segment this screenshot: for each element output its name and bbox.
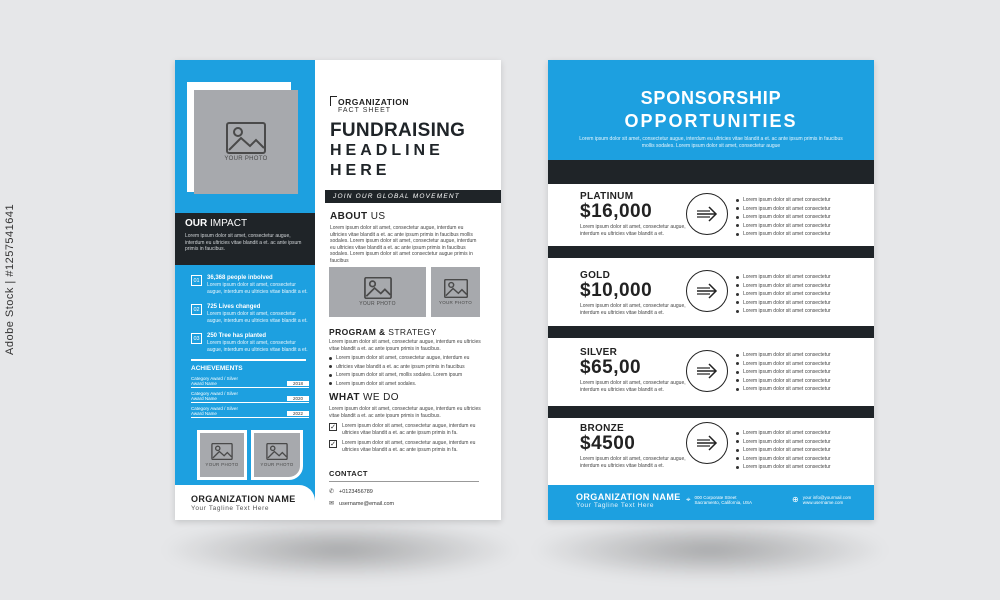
address-line2: Sacramento, California, USA bbox=[694, 500, 753, 505]
about-photo-placeholder bbox=[329, 267, 426, 317]
tier-price: $10,000 bbox=[580, 280, 653, 301]
tier-bullet bbox=[736, 464, 860, 471]
program-title: PROGRAM & STRATEGY bbox=[329, 327, 437, 337]
left-page-shadow bbox=[160, 520, 520, 580]
contact-phone-row bbox=[329, 488, 479, 495]
photo-label: YOUR PHOTO bbox=[359, 301, 396, 307]
bullet-dot bbox=[736, 233, 739, 236]
bullet-dot bbox=[329, 357, 332, 360]
arrow-circle-icon[interactable] bbox=[686, 270, 728, 312]
globe-icon: ⊕ bbox=[792, 495, 799, 504]
photo-label: YOUR PHOTO bbox=[438, 300, 473, 305]
achievement-year: 2020 bbox=[287, 396, 309, 401]
bullet-dot bbox=[736, 457, 739, 460]
bullet-dot bbox=[736, 362, 739, 365]
bullet-dot bbox=[736, 310, 739, 313]
bullet-text: Lorem ipsum dolor sit amet consectetur bbox=[743, 430, 831, 436]
tier-bullets bbox=[736, 352, 860, 395]
stat-title: 36,368 people inbolved bbox=[207, 275, 273, 281]
corner-mark bbox=[330, 96, 337, 106]
separator-bar bbox=[548, 326, 874, 338]
check-text: Lorem ipsum dolor sit amet, consectetur augue, interdum eu ultricies vitae blandit a et. ac ante ipsum primis in fa. bbox=[342, 440, 476, 453]
photo-label: YOUR PHOTO bbox=[224, 156, 268, 162]
what-section bbox=[329, 392, 481, 453]
join-banner: JOIN OUR GLOBAL MOVEMENT bbox=[325, 190, 501, 203]
arrow-circle-icon[interactable] bbox=[686, 193, 728, 235]
tier-bullet bbox=[736, 214, 860, 221]
arrow-right-icon bbox=[695, 363, 719, 379]
stat-number: 03 bbox=[191, 333, 202, 344]
stat-item bbox=[191, 275, 309, 295]
bullet-text: Lorem ipsum dolor sit amet consectetur bbox=[743, 308, 831, 314]
stats-list bbox=[191, 275, 309, 353]
stat-item bbox=[191, 333, 309, 353]
program-text: Lorem ipsum dolor sit amet, consectetur augue, interdum eu ultricies vitae blandit a et. ac ante ipsum primis in faucibus. bbox=[329, 339, 481, 352]
bullet-dot bbox=[736, 276, 739, 279]
stat-title: 725 Lives changed bbox=[207, 304, 261, 310]
tier-silver bbox=[580, 347, 690, 393]
fact-sheet-label: FACT SHEET bbox=[338, 107, 392, 114]
headline-line1: FUNDRAISING bbox=[330, 120, 466, 141]
image-icon bbox=[266, 443, 288, 460]
tier-bullet bbox=[736, 378, 860, 385]
org-tagline: Your Tagline Text Here bbox=[191, 505, 270, 512]
tier-bullets bbox=[736, 274, 860, 317]
sponsorship-title-line1: SPONSORSHIP bbox=[640, 88, 782, 108]
bullet-text: Lorem ipsum dolor sit amet consectetur bbox=[743, 455, 831, 462]
photo-label: YOUR PHOTO bbox=[205, 462, 239, 467]
tier-bullets bbox=[736, 430, 860, 473]
bullet-text: Lorem ipsum dolor sit amet, mollis sodales. Lorem ipsum bbox=[336, 372, 463, 378]
tier-gold bbox=[580, 270, 690, 316]
impact-text: Lorem ipsum dolor sit amet, consectetur augue, interdum eu ultricies vitae blandit a et. ac ante ipsum primis in faucibus. bbox=[185, 233, 302, 252]
tier-name: PLATINUM bbox=[580, 191, 634, 202]
bullet-text: Lorem ipsum dolor sit amet consectetur bbox=[743, 360, 831, 367]
what-check-item bbox=[329, 423, 481, 436]
achievement-year: 2018 bbox=[287, 381, 309, 386]
arrow-circle-icon[interactable] bbox=[686, 422, 728, 464]
about-title: ABOUT US bbox=[330, 211, 386, 222]
achievement-name: Award Name bbox=[191, 381, 217, 386]
bullet-text: Lorem ipsum dolor sit amet consectetur bbox=[743, 282, 831, 289]
stat-text: Lorem ipsum dolor sit amet, consectetur augue, interdum eu ultricies vitae blandit a et. bbox=[207, 282, 308, 295]
tier-platinum bbox=[580, 191, 690, 237]
achievement-category: Category Award / Silver bbox=[191, 391, 238, 396]
about-section bbox=[330, 211, 480, 264]
tier-desc: Lorem ipsum dolor sit amet, consectetur augue, interdum eu ultricies vitae blandit a et. bbox=[580, 380, 686, 393]
header-labels bbox=[338, 97, 409, 114]
bullet-dot bbox=[736, 199, 739, 202]
right-page-shadow bbox=[530, 520, 890, 580]
bullet-text: Lorem ipsum dolor sit amet consectetur bbox=[743, 377, 831, 384]
bullet-text: Lorem ipsum dolor sit amet consectetur bbox=[743, 291, 831, 297]
stat-number: 02 bbox=[191, 304, 202, 315]
stat-item bbox=[191, 304, 309, 324]
separator-bar bbox=[548, 246, 874, 258]
bullet-dot bbox=[736, 449, 739, 452]
tier-bullet bbox=[736, 283, 860, 290]
stat-title: 250 Tree has planted bbox=[207, 333, 267, 339]
small-photo-placeholder bbox=[197, 430, 247, 480]
phone-icon: ✆ bbox=[329, 489, 335, 495]
tier-name: GOLD bbox=[580, 270, 611, 281]
headline-line2: HEADLINE bbox=[330, 142, 444, 159]
org-tagline: Your Tagline Text Here bbox=[576, 502, 655, 509]
arrow-right-icon bbox=[695, 283, 719, 299]
achievement-year: 2022 bbox=[287, 411, 309, 416]
bullet-text: ultricies vitae blandit a et. ac ante ipsum primis in faucibus bbox=[336, 363, 465, 370]
footer-email[interactable]: your info@yourmail.com bbox=[802, 495, 852, 500]
achievement-category: Category Award / Silver bbox=[191, 376, 238, 381]
tier-price: $4500 bbox=[580, 433, 636, 454]
contact-email: username@email.com bbox=[339, 500, 395, 507]
sponsorship-page bbox=[548, 60, 874, 520]
image-icon bbox=[211, 443, 233, 460]
program-section bbox=[329, 327, 481, 389]
tier-bullet bbox=[736, 231, 860, 238]
tier-bullet bbox=[736, 439, 860, 446]
bullet-dot bbox=[736, 379, 739, 382]
bullet-text: Lorem ipsum dolor sit amet consectetur bbox=[743, 205, 831, 212]
achievement-row bbox=[191, 406, 309, 418]
arrow-right-icon bbox=[695, 435, 719, 451]
org-name: ORGANIZATION NAME bbox=[576, 492, 681, 502]
bullet-text: Lorem ipsum dolor sit amet consectetur bbox=[743, 438, 831, 445]
tier-bullets bbox=[736, 197, 860, 240]
stat-text: Lorem ipsum dolor sit amet, consectetur augue, interdum eu ultricies vitae blandit a et. bbox=[207, 311, 308, 324]
stock-id-text: Adobe Stock | #1257541641 bbox=[4, 203, 16, 355]
achievement-row bbox=[191, 391, 309, 403]
bullet-dot bbox=[736, 466, 739, 469]
achievement-row bbox=[191, 376, 309, 388]
bullet-text: Lorem ipsum dolor sit amet consectetur bbox=[743, 299, 831, 306]
bullet-dot bbox=[736, 301, 739, 304]
tier-bullet bbox=[736, 291, 860, 298]
image-icon bbox=[364, 277, 392, 299]
impact-title: OUR IMPACT bbox=[185, 218, 248, 229]
bullet-dot bbox=[329, 365, 332, 368]
check-text: Lorem ipsum dolor sit amet, consectetur augue, interdum eu ultricies vitae blandit a et. ac ante ipsum primis in fa. bbox=[342, 423, 476, 436]
tier-bullet bbox=[736, 300, 860, 307]
bullet-text: Lorem ipsum dolor sit amet consectetur bbox=[743, 386, 831, 392]
contact-section bbox=[329, 469, 479, 507]
stat-text: Lorem ipsum dolor sit amet, consectetur augue, interdum eu ultricies vitae blandit a et. bbox=[207, 340, 308, 353]
bullet-text: Lorem ipsum dolor sit amet consectetur bbox=[743, 352, 831, 358]
tier-bullet bbox=[736, 308, 860, 315]
contact-title: CONTACT bbox=[329, 469, 479, 482]
bullet-dot bbox=[736, 224, 739, 227]
bullet-dot bbox=[736, 216, 739, 219]
tier-bullet bbox=[736, 456, 860, 463]
bullet-text: Lorem ipsum dolor sit amet, consectetur augue, interdum eu bbox=[336, 355, 470, 361]
tier-bullet bbox=[736, 369, 860, 376]
bullet-dot bbox=[736, 354, 739, 357]
what-title: WHAT WE DO bbox=[329, 392, 399, 403]
main-photo-placeholder bbox=[194, 90, 298, 194]
achievement-name: Award Name bbox=[191, 396, 217, 401]
bullet-text: Lorem ipsum dolor sit amet consectetur bbox=[743, 274, 831, 280]
headline bbox=[330, 120, 465, 181]
sponsorship-header bbox=[548, 60, 874, 160]
contact-email-row bbox=[329, 500, 479, 507]
separator-bar bbox=[548, 406, 874, 418]
stat-number: 01 bbox=[191, 275, 202, 286]
tier-bullet bbox=[736, 206, 860, 213]
address-line1: 000 Corporate Street bbox=[694, 495, 737, 500]
org-footer bbox=[191, 494, 296, 512]
org-label: ORGANIZATION bbox=[338, 97, 410, 107]
bullet-dot bbox=[736, 207, 739, 210]
bullet-text: Lorem ipsum dolor sit amet consectetur bbox=[743, 369, 831, 375]
bullet-dot bbox=[736, 440, 739, 443]
tier-price: $65,00 bbox=[580, 357, 642, 378]
program-bullet bbox=[329, 355, 481, 362]
program-bullet bbox=[329, 381, 481, 388]
footer-web bbox=[792, 495, 851, 505]
image-icon bbox=[444, 279, 468, 298]
headline-line3: HERE bbox=[330, 162, 391, 179]
tier-bullet bbox=[736, 361, 860, 368]
mail-icon: ✉ bbox=[329, 501, 335, 507]
arrow-right-icon bbox=[695, 206, 719, 222]
fact-sheet-page bbox=[175, 60, 501, 520]
sponsorship-footer bbox=[548, 485, 874, 520]
achievement-category: Category Award / Silver bbox=[191, 406, 238, 411]
bullet-text: Lorem ipsum dolor sit amet consectetur bbox=[743, 231, 831, 237]
tier-name: SILVER bbox=[580, 347, 618, 358]
location-pin-icon: ⌖ bbox=[686, 495, 691, 504]
bullet-dot bbox=[736, 284, 739, 287]
what-check-item bbox=[329, 440, 481, 453]
image-icon bbox=[226, 122, 266, 154]
tier-bullet bbox=[736, 352, 860, 359]
program-bullet bbox=[329, 364, 481, 371]
arrow-circle-icon[interactable] bbox=[686, 350, 728, 392]
footer-org bbox=[576, 492, 681, 509]
bullet-text: Lorem ipsum dolor sit amet consectetur bbox=[743, 447, 831, 453]
sponsorship-title-line2: OPPORTUNITIES bbox=[624, 111, 798, 131]
sponsorship-intro: Lorem ipsum dolor sit amet, consectetur augue, interdum eu ultricies vitae blandit a et. ac ante ipsum primis in faucibus mollis sodales. Lorem ipsum dolor sit amet, consectetur augue bbox=[579, 136, 843, 149]
tier-desc: Lorem ipsum dolor sit amet, consectetur augue, interdum eu ultricies vitae blandit a et. bbox=[580, 303, 686, 316]
small-photo-placeholder bbox=[251, 430, 303, 480]
separator-bar bbox=[548, 160, 874, 184]
tier-bullet bbox=[736, 223, 860, 230]
tier-bullet bbox=[736, 274, 860, 281]
about-photo-small-placeholder bbox=[431, 267, 480, 317]
achievements-section bbox=[191, 365, 309, 418]
bullet-dot bbox=[736, 388, 739, 391]
tier-bullet bbox=[736, 197, 860, 204]
achievement-name: Award Name bbox=[191, 411, 217, 416]
bullet-text: Lorem ipsum dolor sit amet consectetur bbox=[743, 197, 831, 203]
bullet-dot bbox=[736, 293, 739, 296]
tier-price: $16,000 bbox=[580, 201, 653, 222]
divider bbox=[191, 359, 306, 361]
bullet-dot bbox=[736, 371, 739, 374]
contact-phone: +0123456789 bbox=[339, 488, 373, 495]
about-text: Lorem ipsum dolor sit amet, consectetur augue, interdum eu ultricies vitae blandit a et. ac ante ipsum primis in faucibus mollis sodales. Lorem ipsum dolor sit amet, consectetur augue, interdum eu ultricies vitae blandit a et. ac ante ipsum primis in faucibus sodales. Lorem ipsum dolor sit amet consectetur augue primis in faucibus bbox=[330, 225, 477, 264]
tier-bullet bbox=[736, 386, 860, 393]
achievements-title: ACHIEVEMENTS bbox=[191, 365, 243, 372]
bullet-text: Lorem ipsum dolor sit amet sodales. bbox=[336, 380, 417, 387]
tier-bullet bbox=[736, 447, 860, 454]
bullet-dot bbox=[329, 382, 332, 385]
program-bullet bbox=[329, 372, 481, 379]
impact-box bbox=[175, 213, 315, 265]
bullet-dot bbox=[329, 374, 332, 377]
tier-desc: Lorem ipsum dolor sit amet, consectetur augue, interdum eu ultricies vitae blandit a et. bbox=[580, 456, 686, 469]
org-name: ORGANIZATION NAME bbox=[191, 494, 296, 504]
tier-name: BRONZE bbox=[580, 423, 625, 434]
tier-bronze bbox=[580, 423, 690, 469]
bullet-text: Lorem ipsum dolor sit amet consectetur bbox=[743, 464, 831, 470]
what-text: Lorem ipsum dolor sit amet, consectetur augue, interdum eu ultricies vitae blandit a et. ac ante ipsum primis in faucibus. bbox=[329, 406, 481, 419]
checkbox-icon: ✓ bbox=[330, 441, 336, 448]
bullet-text: Lorem ipsum dolor sit amet consectetur bbox=[743, 222, 831, 229]
bullet-dot bbox=[736, 432, 739, 435]
tier-bullet bbox=[736, 430, 860, 437]
bullet-text: Lorem ipsum dolor sit amet consectetur bbox=[743, 214, 831, 220]
tier-desc: Lorem ipsum dolor sit amet, consectetur augue, interdum eu ultricies vitae blandit a et. bbox=[580, 224, 686, 237]
footer-address bbox=[686, 495, 752, 505]
photo-label: YOUR PHOTO bbox=[260, 462, 294, 467]
checkbox-icon: ✓ bbox=[330, 424, 336, 431]
footer-website[interactable]: www.username.com bbox=[802, 500, 844, 505]
